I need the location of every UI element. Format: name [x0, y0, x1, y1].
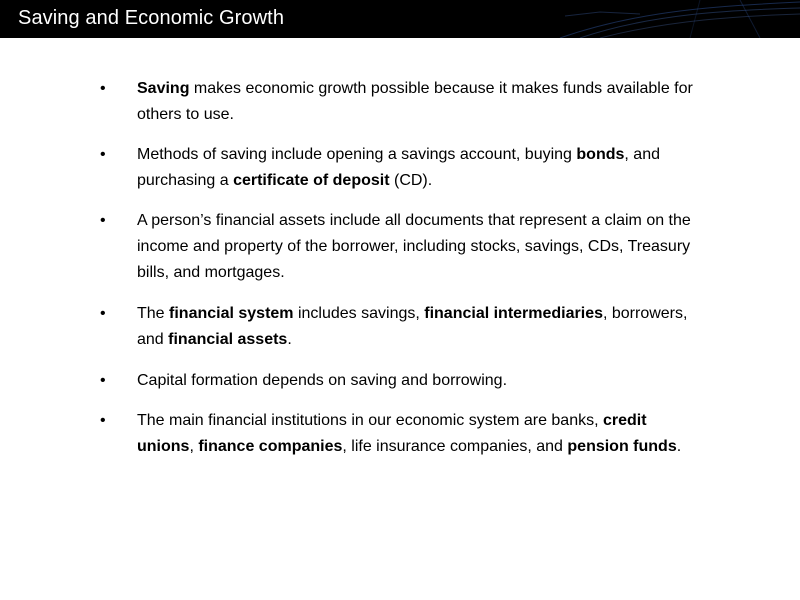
text-run: .	[676, 438, 682, 455]
bold-term: bonds	[576, 146, 625, 163]
text-run: , and purchasing a	[137, 146, 660, 189]
bullet-marker: •	[100, 80, 106, 97]
text-run: The main financial institutions in our economic system are banks,	[137, 412, 603, 429]
text-run: , life insurance companies, and	[342, 438, 568, 455]
text-run: The	[137, 305, 170, 322]
bullet-marker: •	[100, 372, 106, 389]
bold-term: finance companies	[198, 438, 343, 455]
bullet-marker: •	[100, 305, 106, 322]
bold-term: financial assets	[168, 331, 288, 348]
bold-term: credit unions	[137, 412, 647, 455]
slide-title: Saving and Economic Growth	[18, 7, 285, 29]
text-run: Methods of saving include opening a savings account, buying	[137, 146, 577, 163]
bold-term: pension funds	[567, 438, 677, 455]
text-run: , borrowers, and	[137, 305, 688, 348]
text-run: (CD).	[389, 172, 433, 189]
bold-term: financial intermediaries	[424, 305, 603, 322]
bullet-text	[137, 142, 697, 194]
text-run: makes economic growth possible because it makes funds available for others to use.	[137, 80, 693, 123]
text-run: includes savings,	[293, 305, 425, 322]
bullet-marker: •	[100, 212, 106, 229]
text-run: Capital formation depends on saving and borrowing.	[137, 372, 508, 389]
bullet-text	[137, 368, 697, 394]
text-run: ,	[189, 438, 199, 455]
text-run: A person’s financial assets include all documents that represent a claim on the income and property of the borrower, including stocks, savings, CDs, Treasury bills, and mortgages.	[137, 212, 691, 281]
bullet-text	[137, 76, 697, 128]
bold-term: Saving	[137, 80, 190, 97]
bold-term: certificate of deposit	[233, 172, 390, 189]
bullet-marker: •	[100, 412, 106, 429]
text-run: .	[287, 331, 292, 348]
bullet-text	[137, 408, 697, 460]
bullet-text	[137, 301, 697, 353]
bullet-text	[137, 208, 697, 286]
bullet-marker: •	[100, 146, 106, 163]
bold-term: financial system	[169, 305, 294, 322]
